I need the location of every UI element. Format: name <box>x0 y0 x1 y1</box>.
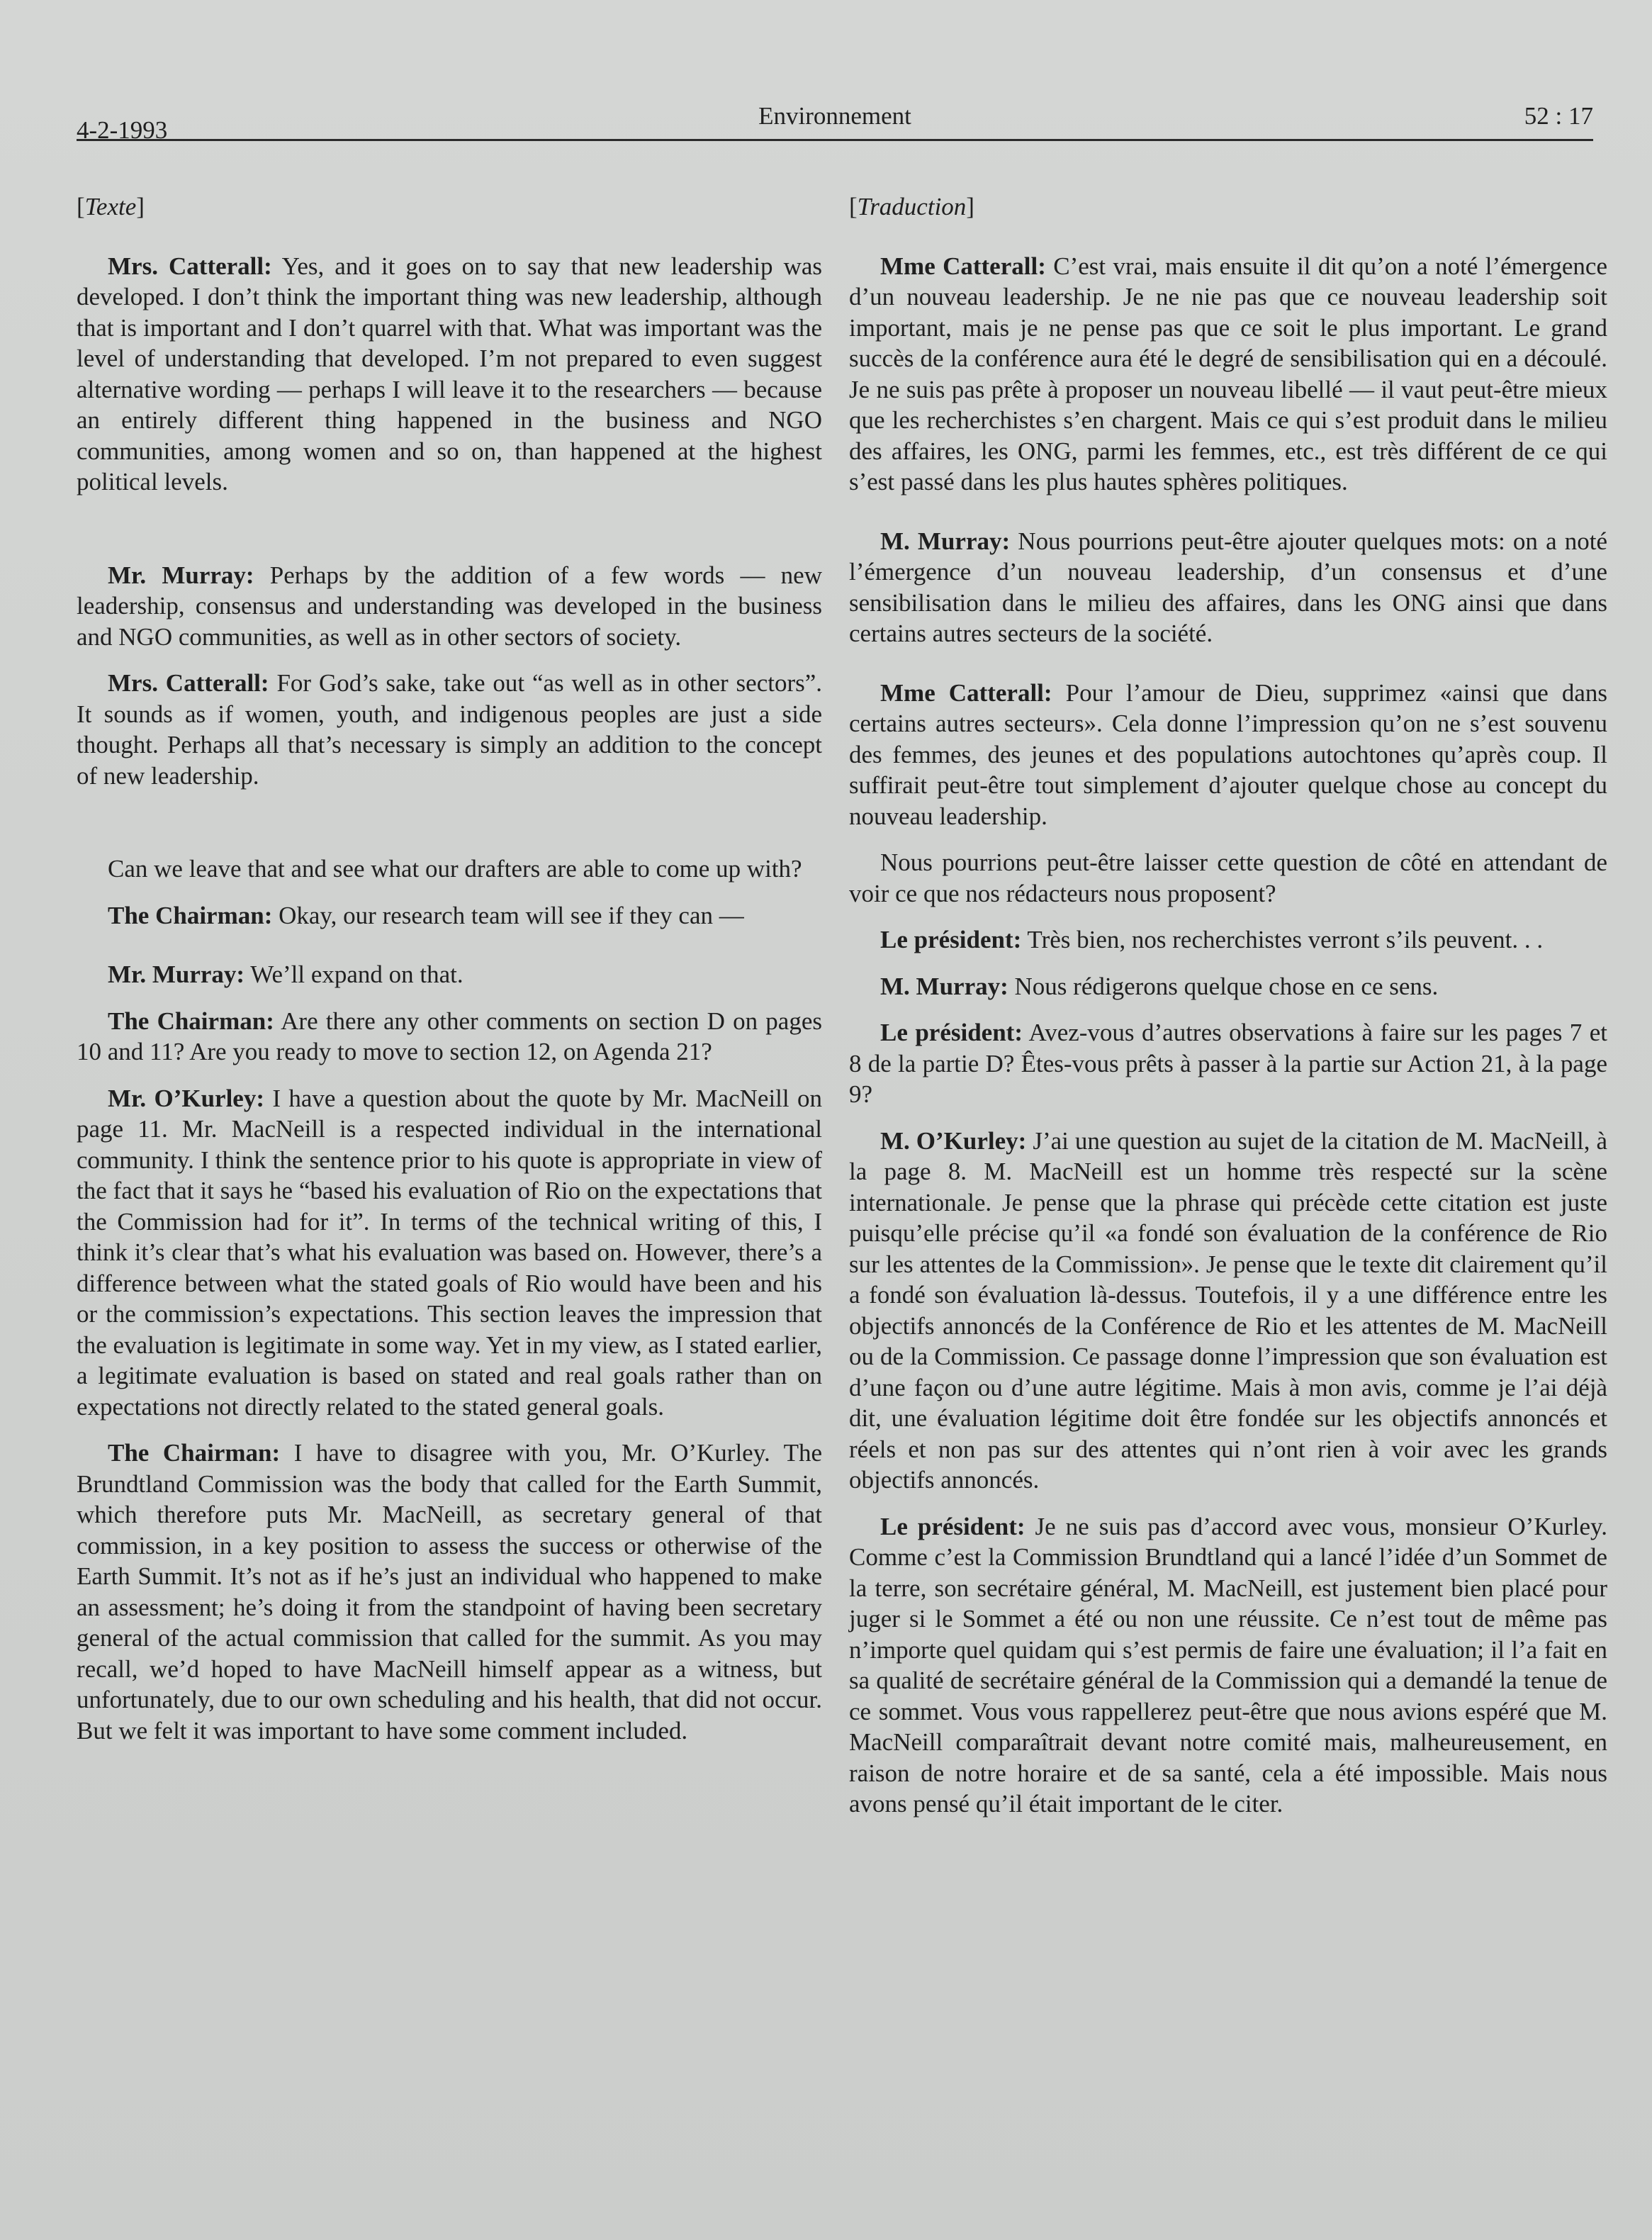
paragraph-left-8 <box>77 1083 822 1423</box>
speaker-name: Le président: <box>880 926 1022 953</box>
paragraph-right-6 <box>849 971 1607 1002</box>
right-column-french <box>849 191 1607 1820</box>
speaker-name: M. O’Kurley: <box>880 1126 1027 1155</box>
speaker-name: Mr. Murray: <box>108 561 254 589</box>
speaker-name: Le président: <box>880 1512 1026 1540</box>
paragraph-text: Nous rédigerons quelque chose en ce sens. <box>1014 972 1439 1000</box>
header-page-number: 52 : 17 <box>1524 102 1593 130</box>
paragraph-text: For God’s sake, take out “as well as in other sectors”. It sounds as if women, youth, and indigenous peoples are just a side thought. Perhaps all that’s necessary is simply an addition to the concept of new leadership. <box>77 669 823 790</box>
paragraph-text: We’ll expand on that. <box>250 961 463 988</box>
paragraph-text: Are there any other comments on section D on pages 10 and 11? Are you ready to move to section 12, on Agenda 21? <box>77 1007 822 1065</box>
paragraph-text: Pour l’amour de Dieu, supprimez «ainsi que dans certains autres secteurs». Cela donne l’impression qu’on ne s’est souvenu des femmes, des jeunes et des populations autochtones qu’après coup. Il suffirait peut-être tout simplement d’ajouter quelque chose au concept du nouveau leadership. <box>849 678 1607 830</box>
paragraph-right-5 <box>849 924 1607 956</box>
paragraph-text: Can we leave that and see what our drafters are able to come up with? <box>108 855 802 883</box>
paragraph-text: J’ai une question au sujet de la citation de M. MacNeill, à la page 8. M. MacNeill est un homme très respecté sur la scène internationale. Je pense que la phrase qui précède cette citation est juste puisqu’elle précise qu’il «a fondé son évaluation de la conférence de Rio sur les attentes de la Commission». Je pense que le texte dit clairement qu’il a fondé son évaluation là-dessus. Toutefois, il y a une différence entre les objectifs annoncés de la Conférence de Rio et les attentes de M. MacNeill ou de la Commission. Ce passage donne l’impression que son évaluation est d’une façon ou d’une autre légitime. Mais à mon avis, comme je l’ai déjà dit, une évaluation légitime doit être fondée sur les objectifs annoncés et réels et non pas sur des attentes qui n’ont rien à voir avec les grands objectifs annoncés. <box>849 1126 1608 1494</box>
speaker-name: Mrs. Catterall: <box>108 669 269 697</box>
paragraph-text: Je ne suis pas d’accord avec vous, monsieur O’Kurley. Comme c’est la Commission Brundtland qui a lancé l’idée d’un Sommet de la terre, son secrétaire général, M. MacNeill, est justement bien placé pour juger si le Sommet a été ou non une réussite. Ce n’est tout de même pas n’importe quel quidam qui s’est permis de faire une évaluation; il l’a fait en sa qualité de secrétaire général de la Commission qui a demandé la tenue de ce sommet. Vous vous rappellerez peut-être que nous avions espéré que M. MacNeill comparaîtrait devant notre comité mais, malheureusement, en raison de notre horaire et de sa santé, cela a été impossible. Mais nous avons pensé qu’il était important de le citer. <box>849 1512 1608 1818</box>
paragraph-left-9 <box>77 1438 822 1746</box>
paragraph-text: Perhaps by the addition of a few words — new leadership, consensus and understanding was developed in the business and NGO communities, as well as in other sectors of society. <box>77 561 822 651</box>
paragraph-left-3 <box>77 668 822 791</box>
paragraph-text: Nous pourrions peut-être ajouter quelques mots: on a noté l’émergence d’un nouveau leadership, d’un consensus et d’une sensibilisation dans le milieu des affaires, dans les ONG ainsi que dans certains autres secteurs de la société. <box>849 527 1607 647</box>
paragraph-right-7 <box>849 1017 1607 1110</box>
header-title: Environnement <box>758 102 911 130</box>
paragraph-text: Yes, and it goes on to say that new leadership was developed. I don’t think the important thing was new leadership, although that is important and I don’t quarrel with that. What was important was the level of understanding that developed. I’m not prepared to even suggest alternative wording — perhaps I will leave it to the researchers — because an entirely different thing happened in the business and NGO communities, among women and so on, than happened at the highest political levels. <box>77 252 823 495</box>
speaker-name: The Chairman: <box>108 1007 274 1035</box>
page-header <box>77 98 1593 149</box>
paragraph-text: Très bien, nos recherchistes verront s’ils peuvent. . . <box>1027 926 1544 953</box>
speaker-name: M. Murray: <box>880 972 1008 1000</box>
header-date: 4-2-1993 <box>77 116 168 144</box>
paragraph-left-4 <box>77 853 822 885</box>
speaker-name: The Chairman: <box>108 1439 281 1467</box>
paragraph-right-8 <box>849 1126 1607 1496</box>
speaker-name: Mme Catterall: <box>880 678 1052 707</box>
speaker-name: Mr. Murray: <box>108 961 245 988</box>
header-rule <box>77 139 1593 141</box>
paragraph-right-2 <box>849 526 1607 649</box>
paragraph-left-2 <box>77 560 822 653</box>
section-label-traduction: [Traduction] <box>849 193 974 220</box>
paragraph-right-1 <box>849 251 1607 498</box>
paragraph-text: I have a question about the quote by Mr. MacNeill on page 11. Mr. MacNeill is a respected individual in the international community. I think the sentence prior to his quote is appropriate in view of the fact that it says he “based his evaluation of Rio on the expectations that the Commission had for it”. In terms of the technical writing of this, I think it’s clear that’s what his evaluation was based on. However, there’s a difference between what the stated goals of Rio would have been and his or the commission’s expectations. This section leaves the impression that the evaluation is legitimate in some way. Yet in my view, as I stated earlier, a legitimate evaluation is based on stated and real goals rather than on expectations not directly related to the stated general goals. <box>77 1084 822 1421</box>
paragraph-right-4 <box>849 847 1607 909</box>
paragraph-left-5 <box>77 900 822 931</box>
paragraph-left-7 <box>77 1006 822 1068</box>
paragraph-text: I have to disagree with you, Mr. O’Kurley. The Brundtland Commission was the body that called for the Earth Summit, which therefore puts Mr. MacNeill, as secretary general of that commission, in a key position to assess the success or otherwise of the Earth Summit. It’s not as if he’s just an individual who happened to make an assessment; he’s doing it from the standpoint of having been secretary general of the actual commission that called for the summit. As you may recall, we’d hoped to have MacNeill himself appear as a witness, but unfortunately, due to our own scheduling and his health, that did not occur. But we felt it was important to have some comment included. <box>77 1439 823 1745</box>
speaker-name: Mr. O’Kurley: <box>108 1084 264 1112</box>
paragraph-left-6 <box>77 959 822 990</box>
paragraph-right-3 <box>849 678 1607 832</box>
paragraph-text: Nous pourrions peut-être laisser cette question de côté en attendant de voir ce que nos rédacteurs nous proposent? <box>849 849 1607 907</box>
section-label-texte: [Texte] <box>77 193 145 220</box>
paragraph-text: C’est vrai, mais ensuite il dit qu’on a noté l’émergence d’un nouveau leadership. Je ne nie pas que ce nouveau leadership soit important, mais je ne pense pas que ce soit le plus important. Le grand succès de la conférence aura été le degré de sensibilisation qui en a découlé. Je ne suis pas prête à proposer un nouveau libellé — il vaut peut-être mieux que les recherchistes s’en chargent. Mais ce qui s’est produit dans le milieu des affaires, les ONG, parmi les femmes, etc., est très différent de ce qui s’est passé dans les plus hautes sphères politiques. <box>849 252 1608 495</box>
paragraph-right-9 <box>849 1511 1607 1820</box>
left-column-english <box>77 191 822 1746</box>
paragraph-left-1 <box>77 251 822 498</box>
paragraph-text: Okay, our research team will see if they can — <box>279 901 744 929</box>
paragraph-text: Avez-vous d’autres observations à faire sur les pages 7 et 8 de la partie D? Êtes-vous prêts à passer à la partie sur Action 21, à la page 9? <box>849 1019 1608 1108</box>
speaker-name: M. Murray: <box>880 527 1011 555</box>
speaker-name: Le président: <box>880 1019 1023 1046</box>
speaker-name: The Chairman: <box>108 901 273 929</box>
speaker-name: Mme Catterall: <box>880 252 1046 280</box>
speaker-name: Mrs. Catterall: <box>108 252 272 280</box>
